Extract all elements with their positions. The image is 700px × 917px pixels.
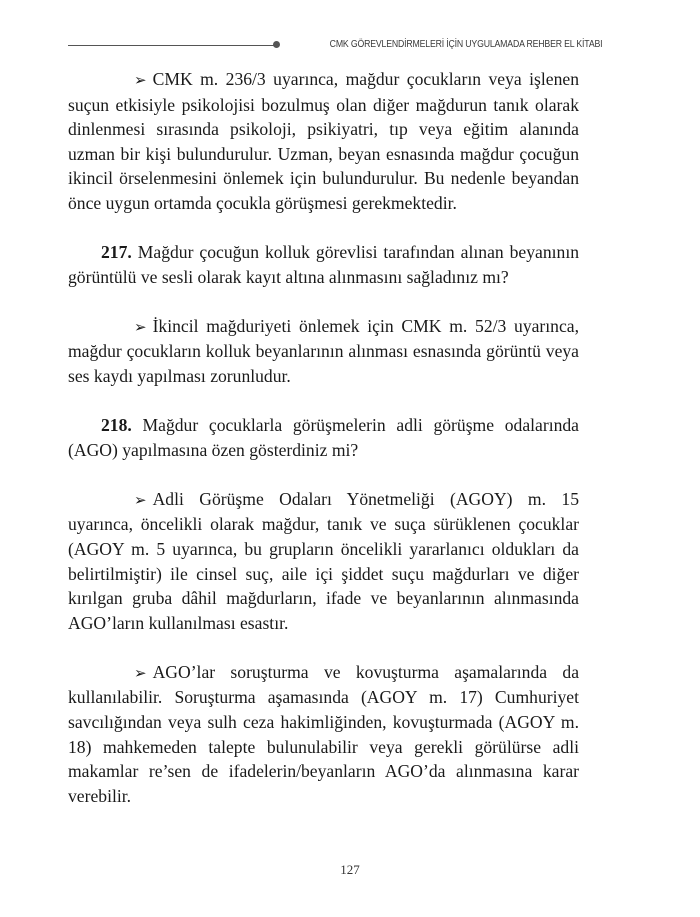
question-number: 218. <box>101 415 132 436</box>
page-body <box>68 67 579 808</box>
answer-paragraph <box>68 487 579 636</box>
question-text: Mağdur çocuklarla görüşmelerin adli görüşme odalarında (AGO) yapılmasına özen gösterdiniz mi? <box>68 415 579 460</box>
question-paragraph <box>68 240 579 289</box>
answer-text: Adli Görüşme Odaları Yönetmeliği (AGOY) m. 15 uyarınca, öncelikli olarak mağdur, tanık ve suça sürüklenen çocuklar (AGOY m. 5 uyarınca, bu grupların öncelikli yararlanıcı oldukları da belirtilmiştir) ile cinsel suç, aile içi şiddet suçu mağdurları ve diğer kırılgan gruba dâhil mağdurların, ifade ve beyanlarının alınmasında AGO’ların kullanılması esastır. <box>68 488 579 633</box>
running-header <box>68 38 603 52</box>
answer-paragraph <box>68 67 579 216</box>
question-number: 217. <box>101 242 132 263</box>
answer-text: AGO’lar soruşturma ve kovuşturma aşamalarında da kullanılabilir. Soruşturma aşamasında (AGOY m. 17) Cumhuriyet savcılığından veya sulh ceza hakimliğinden, kovuşturmada (AGOY m. 18) mahkemeden talepte bulunulabilir veya gerekli görülürse adli makamlar re’sen de ifadelerin/beyanların AGO’da alınmasına karar verebilir. <box>68 661 579 806</box>
question-text: Mağdur çocuğun kolluk görevlisi tarafından alınan beyanının görüntülü ve sesli olarak kayıt altına alınmasını sağladınız mı? <box>68 242 580 287</box>
arrowhead-bullet-icon: ➢ <box>134 490 147 509</box>
arrowhead-bullet-icon: ➢ <box>134 663 147 682</box>
answer-text: İkincil mağduriyeti önlemek için CMK m. 52/3 uyarınca, mağdur çocukların kolluk beyanlarının alınması esnasında görüntü veya ses kaydı yapılması zorunludur. <box>68 315 579 386</box>
running-header-title: CMK GÖREVLENDİRMELERİ İÇİN UYGULAMADA REHBER EL KİTABI <box>329 39 603 50</box>
answer-paragraph <box>68 314 579 389</box>
arrowhead-bullet-icon: ➢ <box>134 317 147 336</box>
page-number: 127 <box>340 862 360 877</box>
answer-paragraph <box>68 660 579 809</box>
header-dot-icon <box>273 41 280 48</box>
answer-text: CMK m. 236/3 uyarınca, mağdur çocukların veya işlenen suçun etkisiyle psikolojisi bozulmuş olan diğer mağdurun tanık olarak dinlenmesi sırasında psikoloji, psikiyatri, tıp veya eğitim alanında uzman bir kişi bulundurulur. Uzman, beyan esnasında mağdur çocuğun ikincil örselenmesini önlemek için bulundurulur. Bu nedenle beyandan önce uygun ortamda çocukla görüşmesi gerekmektedir. <box>68 69 579 213</box>
header-rule <box>68 45 275 46</box>
arrowhead-bullet-icon: ➢ <box>134 71 147 89</box>
question-paragraph <box>68 413 579 462</box>
